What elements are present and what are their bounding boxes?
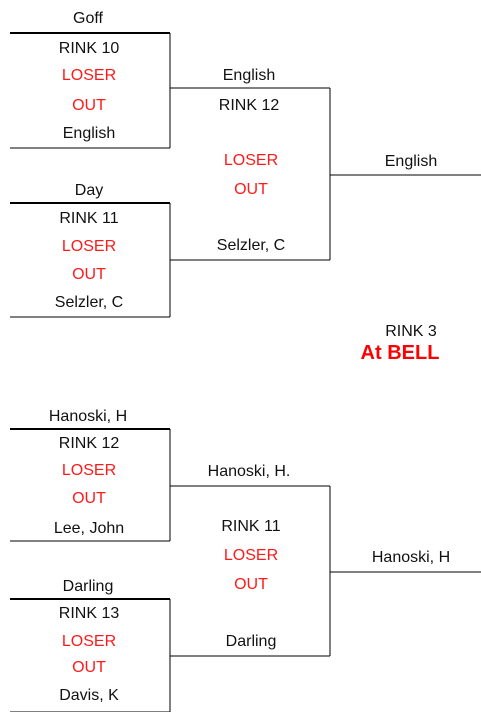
venue-location: At BELL	[360, 342, 440, 364]
final-winner: English	[384, 153, 438, 170]
semi-loser: LOSER	[223, 547, 279, 564]
match2-loser: LOSER	[61, 238, 117, 255]
semi-rink: RINK 11	[221, 518, 281, 535]
match1-top-player: Goff	[73, 10, 103, 27]
match1-bottom-player: Lee, John	[53, 520, 125, 537]
semi-rink: RINK 12	[218, 97, 280, 114]
semi-bottom-player: Darling	[225, 633, 277, 650]
match1-loser: LOSER	[61, 67, 117, 84]
match2-top-player: Darling	[62, 578, 114, 595]
match2-bottom-player: Selzler, C	[54, 294, 124, 311]
semi-loser: LOSER	[223, 152, 279, 169]
match1-rink: RINK 12	[58, 435, 120, 452]
match1-rink: RINK 10	[58, 40, 120, 57]
semi-top-player: English	[222, 67, 276, 84]
semi-top-player: Hanoski, H.	[207, 463, 291, 480]
match1-bottom-player: English	[62, 125, 116, 142]
match2-bottom-player: Davis, K	[59, 687, 119, 704]
venue-rink: RINK 3	[385, 323, 437, 340]
match2-loser: LOSER	[61, 633, 117, 650]
match2-top-player: Day	[74, 182, 104, 199]
match2-out: OUT	[72, 266, 106, 283]
match1-loser: LOSER	[61, 462, 117, 479]
semi-bottom-player: Selzler, C	[216, 237, 286, 254]
match1-top-player: Hanoski, H	[48, 408, 128, 425]
semi-out: OUT	[234, 181, 268, 198]
match2-out: OUT	[72, 659, 106, 676]
final-winner: Hanoski, H	[371, 549, 451, 566]
match2-rink: RINK 11	[59, 210, 119, 227]
match1-out: OUT	[72, 490, 106, 507]
match1-out: OUT	[72, 97, 106, 114]
semi-out: OUT	[234, 576, 268, 593]
match2-rink: RINK 13	[58, 605, 120, 622]
